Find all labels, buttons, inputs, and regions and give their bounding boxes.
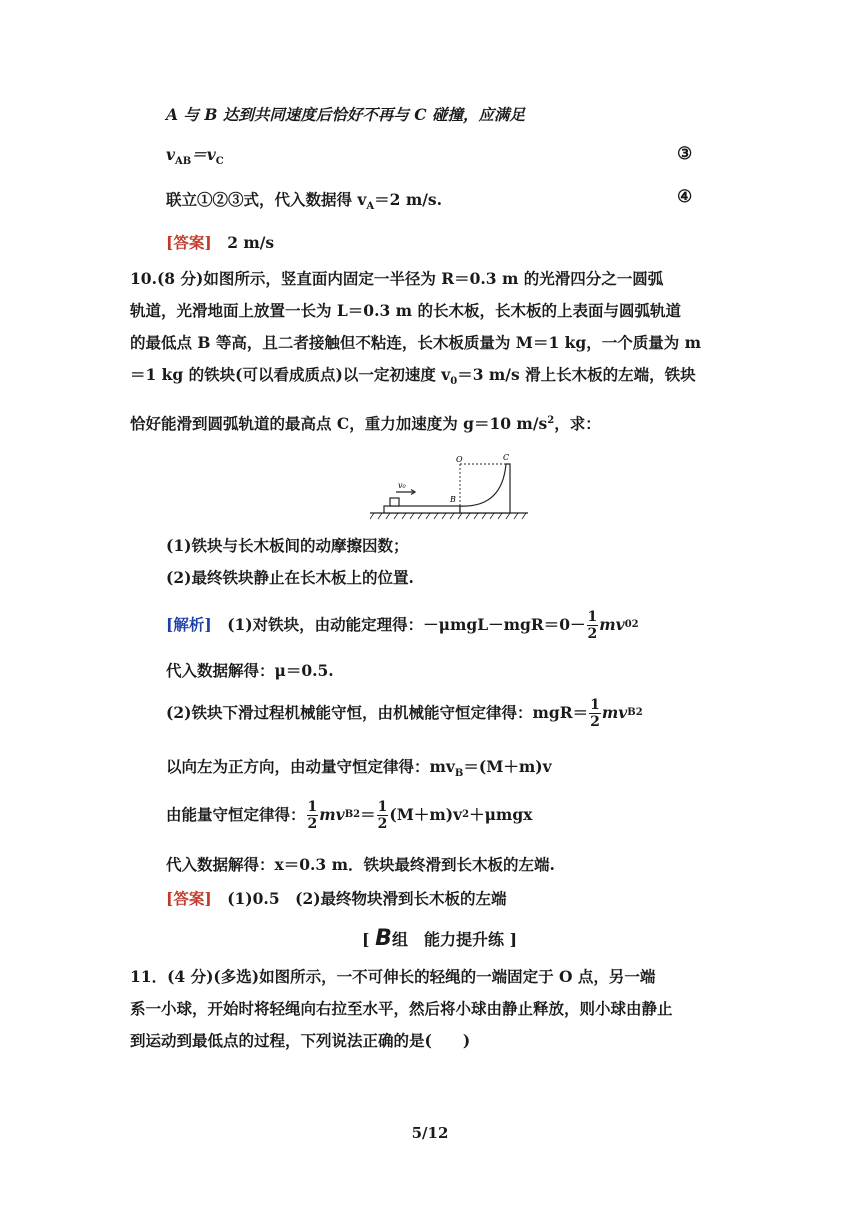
solution-step-6: 代入数据解得：x＝0.3 m．铁块最终滑到长木板的左端. bbox=[166, 855, 555, 874]
subquestion-1: (1)铁块与长木板间的动摩擦因数； bbox=[166, 536, 409, 555]
section-banner: [ B组 能力提升练 ] bbox=[362, 926, 518, 951]
answer-line: [答案] 2 m/s bbox=[166, 233, 275, 252]
point-b-label: B bbox=[450, 495, 456, 504]
fraction-half: $\frac{1}{2}$ bbox=[587, 608, 598, 642]
q11-text: 到运动到最低点的过程，下列说法正确的是( ) bbox=[130, 1031, 471, 1050]
q10-text: 10.(8 分)如图所示，竖直面内固定一半径为 R＝0.3 m 的光滑四分之一圆弧 bbox=[130, 269, 664, 288]
equation-vab: $v_{AB}=v_C$ bbox=[166, 145, 224, 168]
v0-label: v₀ bbox=[398, 481, 406, 490]
solution-step-5: 由能量守恒定律得： $\frac{1}{2}$ mv B 2 ＝ $\frac{1}{2}$ (M＋m)v 2 ＋μmgx bbox=[166, 798, 533, 832]
solution-step-3: (2)铁块下滑过程机械能守恒，由机械能守恒定律得：mgR＝ $\frac{1}{2}$ mv B 2 bbox=[166, 696, 643, 730]
fraction-half: $\frac{1}{2}$ bbox=[377, 798, 388, 832]
page-number: 5/12 bbox=[411, 1124, 449, 1142]
solution-step-1: [解析] (1)对铁块，由动能定理得：－μmgL－mgR＝0－ $\frac{1}{2}$ mv 0 2 bbox=[166, 608, 639, 642]
q11-text: 系一小球，开始时将轻绳向右拉至水平，然后将小球由静止释放，则小球由静止 bbox=[130, 999, 673, 1018]
q10-text: 轨道，光滑地面上放置一长为 L＝0.3 m 的长木板，长木板的上表面与圆弧轨道 bbox=[130, 301, 681, 320]
solution-step-2: 代入数据解得：μ＝0.5. bbox=[166, 661, 334, 680]
text-line: 联立①②③式，代入数据得 $v_A=2$ m/s. bbox=[166, 190, 443, 213]
equation-number-4: ④ bbox=[677, 187, 693, 207]
q11-text: 11．(4 分)(多选)如图所示，一不可伸长的轻绳的一端固定于 O 点，另一端 bbox=[130, 967, 656, 986]
subquestion-2: (2)最终铁块静止在长木板上的位置. bbox=[166, 568, 414, 587]
fraction-half: $\frac{1}{2}$ bbox=[590, 696, 600, 730]
q10-text: 的最低点 B 等高，且二者接触但不粘连，长木板质量为 M＝1 kg，一个质量为 m bbox=[130, 333, 702, 352]
equation-number-3: ③ bbox=[677, 144, 693, 164]
arc-track-diagram bbox=[370, 450, 530, 522]
q10-text: 恰好能滑到圆弧轨道的最高点 C，重力加速度为 g＝10 $m/s^2$，求： bbox=[130, 414, 601, 434]
text-line: A 与 B 达到共同速度后恰好不再与 C 碰撞，应满足 bbox=[166, 105, 525, 124]
q10-text: ＝1 kg 的铁块(可以看成质点)以一定初速度 $v_0=3$ m/s 滑上长木板的左端，铁块 bbox=[130, 365, 696, 388]
fraction-half: $\frac{1}{2}$ bbox=[307, 798, 318, 832]
point-o-label: O bbox=[456, 455, 463, 464]
point-c-label: C bbox=[503, 453, 510, 462]
solution-step-4: 以向左为正方向，由动量守恒定律得：$mv_B=(M+m)v$ bbox=[166, 757, 552, 780]
answer-line: [答案] (1)0.5 (2)最终物块滑到长木板的左端 bbox=[166, 889, 507, 908]
